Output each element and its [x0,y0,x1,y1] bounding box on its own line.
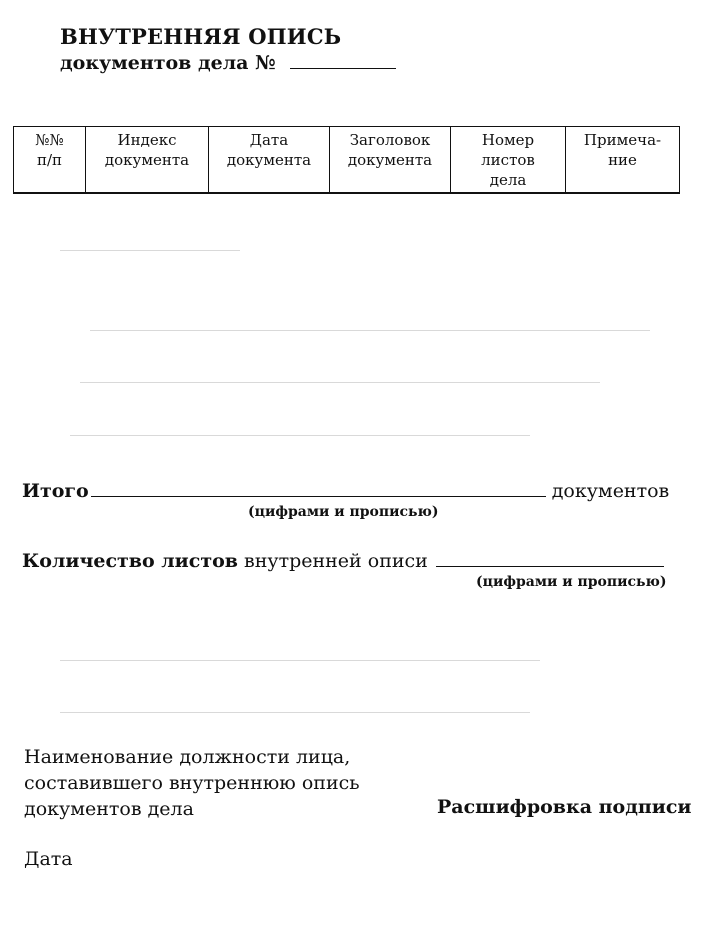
date-label: Дата [24,848,73,870]
col-document-index: Индекс документа [86,127,209,194]
form-subtitle [60,52,396,74]
bleed-through-mark [60,660,540,661]
sheets-count-blank[interactable] [436,566,664,567]
sheets-label-bold: Количество листов [22,550,238,572]
bleed-through-mark [60,712,530,713]
total-label: Итого [22,480,89,502]
inventory-table [13,126,680,194]
sheets-caption: (цифрами и прописью) [476,574,667,590]
bleed-through-mark [70,435,530,436]
total-caption: (цифрами и прописью) [248,504,439,520]
total-suffix: документов [551,480,670,502]
sheets-row [22,550,664,572]
bleed-through-mark [60,250,240,251]
total-count-blank[interactable] [91,496,546,497]
bleed-through-mark [80,382,600,383]
signature-decode-label: Расшифровка подписи [437,796,692,818]
form-title: ВНУТРЕННЯЯ ОПИСЬ [60,24,342,49]
position-label: Наименование должности лица, составившего внутреннюю опись документов дела [24,746,360,820]
col-document-date: Дата документа [209,127,330,194]
col-notes: Примеча- ние [566,127,680,194]
col-number: №№ п/п [14,127,86,194]
total-row [22,480,688,502]
case-number-blank[interactable] [290,68,396,69]
col-sheet-numbers: Номер листов дела [451,127,566,194]
col-document-title: Заголовок документа [330,127,451,194]
sheets-label-rest: внутренней описи [237,550,428,572]
table-header-row [14,127,680,194]
bleed-through-mark [90,330,650,331]
subtitle-text: документов дела № [60,52,276,74]
